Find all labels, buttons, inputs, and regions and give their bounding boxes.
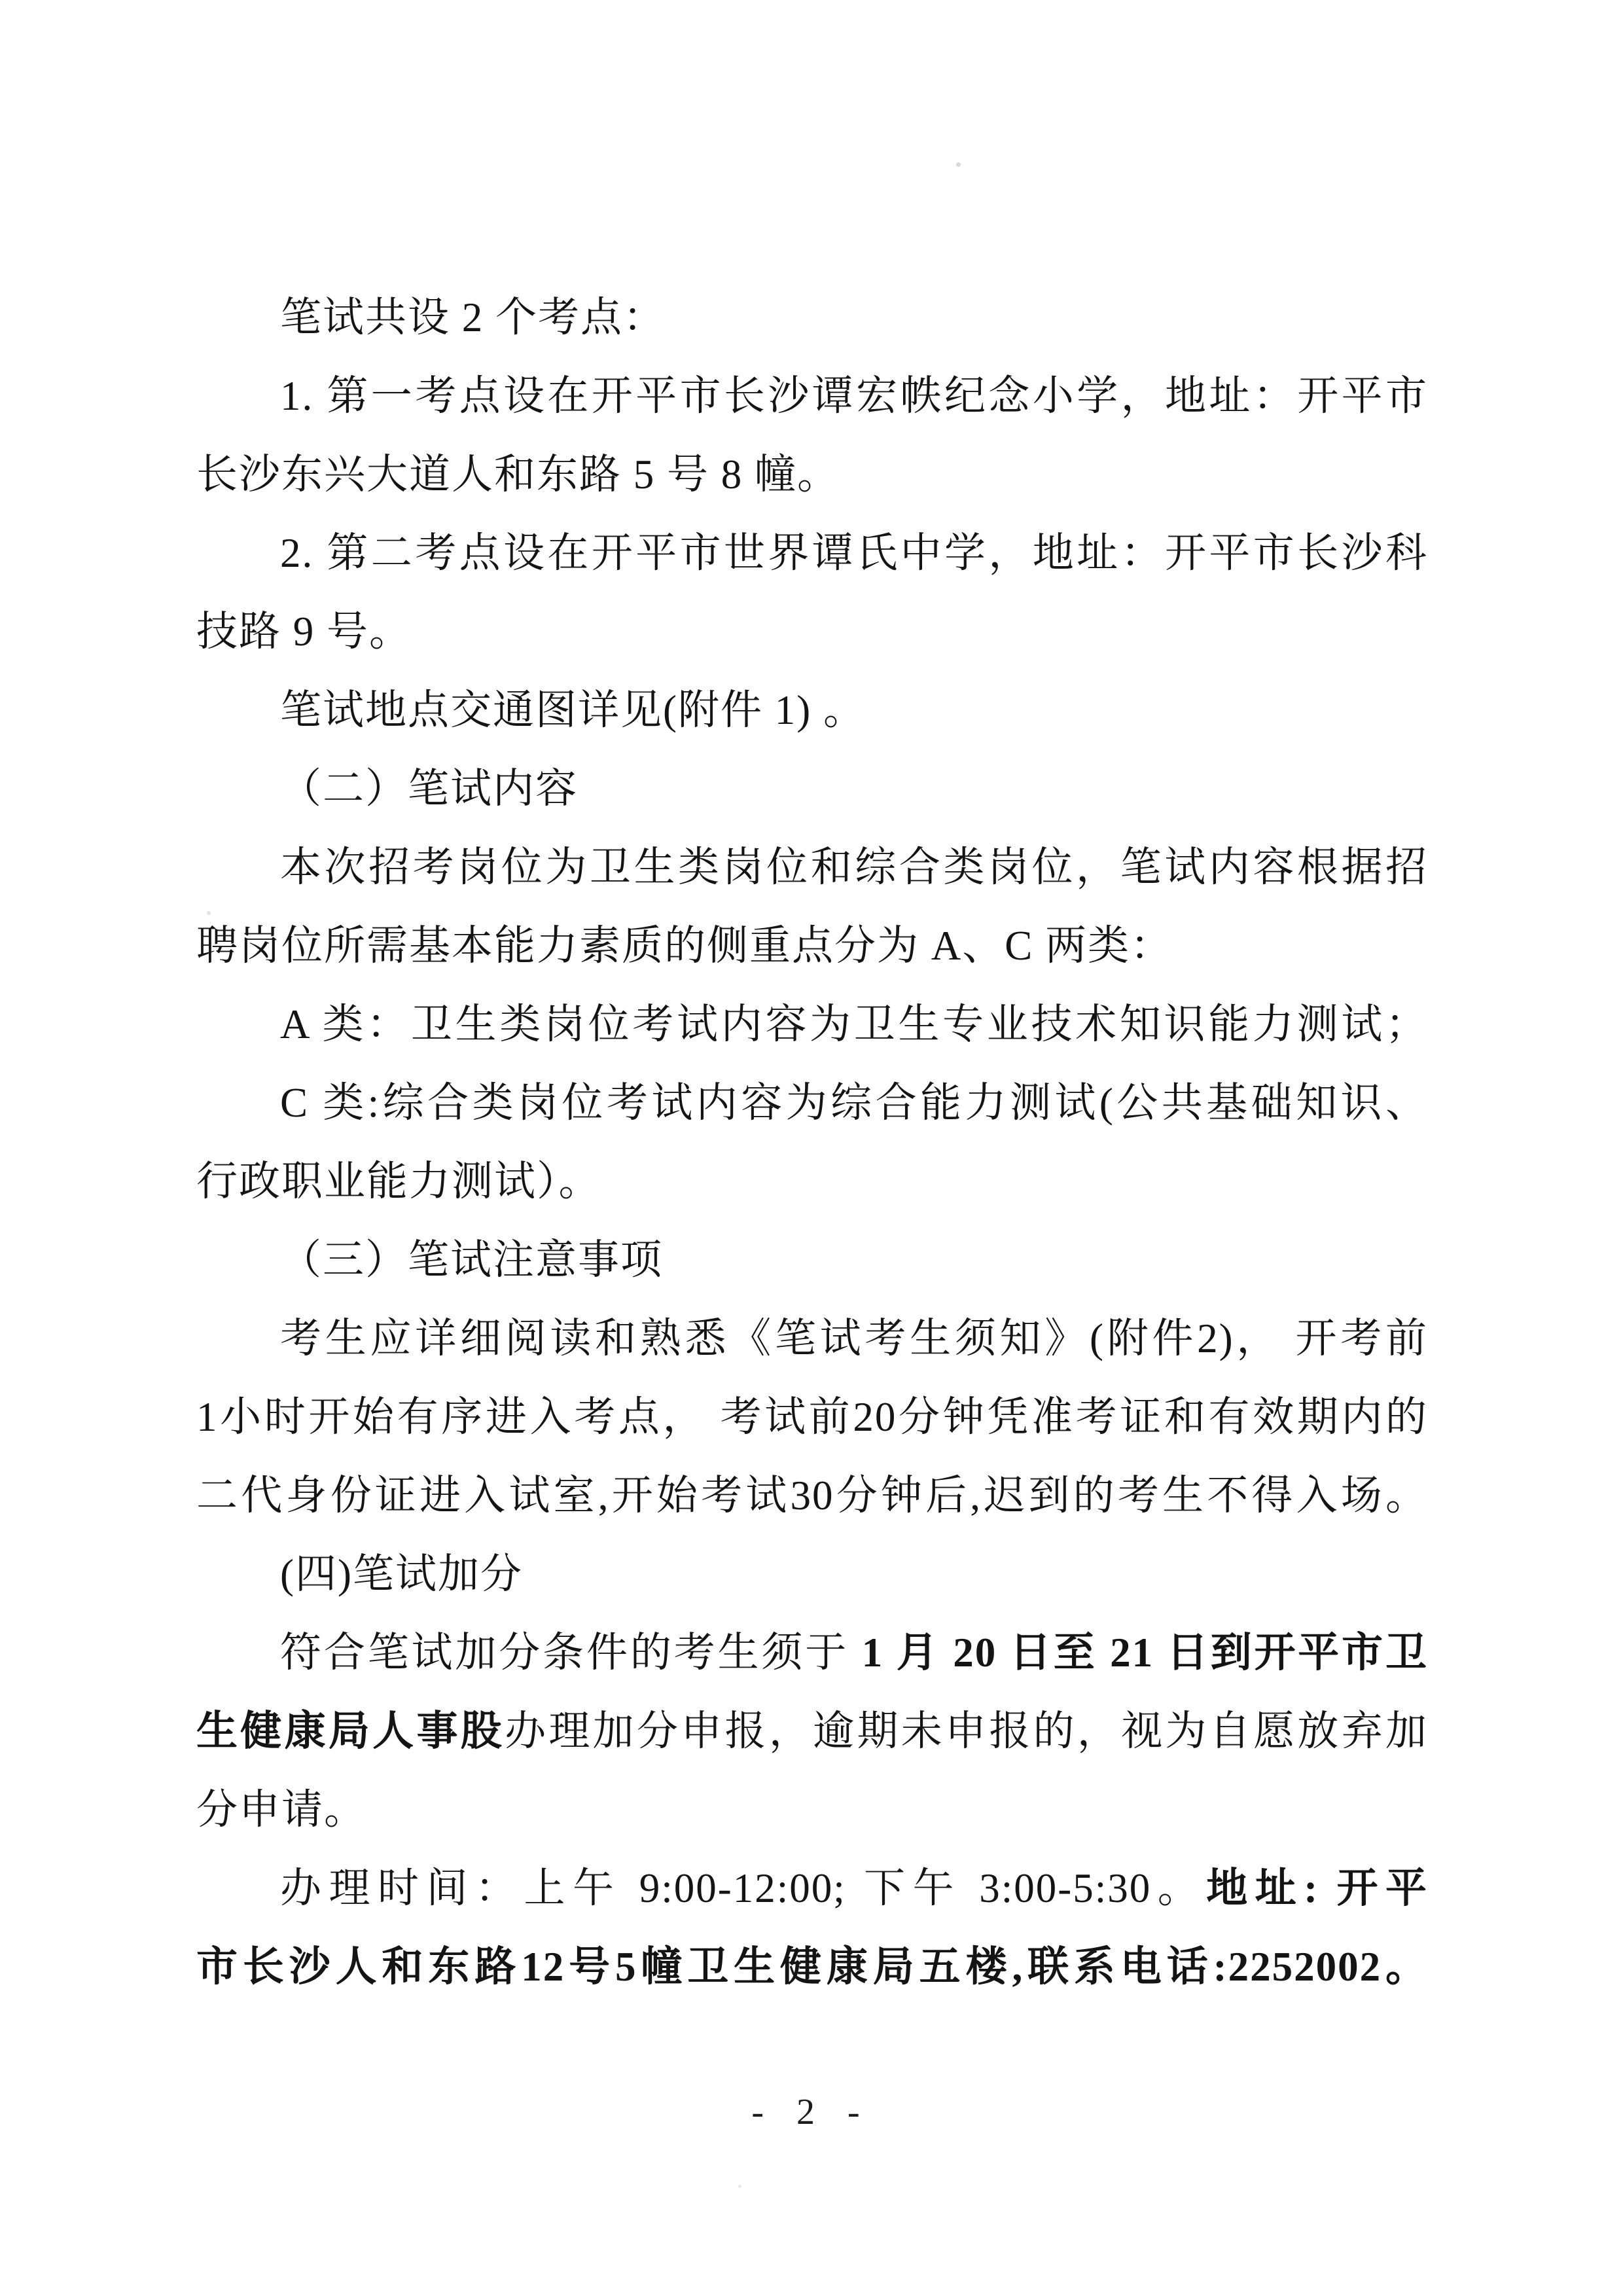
body-text: 考生应详细阅读和熟悉《笔试考生须知》(附件2)， 开考前 — [280, 1316, 1428, 1361]
text-line — [196, 985, 1428, 1064]
text-line — [196, 592, 1428, 671]
emphasized-text: 地址: 开平 — [1206, 1865, 1428, 1911]
page-footer — [0, 2091, 1623, 2133]
text-line — [196, 906, 1428, 985]
body-text: 技路 9 号。 — [196, 609, 412, 655]
text-line — [196, 1064, 1428, 1142]
text-line — [196, 357, 1428, 435]
text-line — [196, 1299, 1428, 1378]
text-line — [196, 1456, 1428, 1535]
scan-speck — [956, 162, 961, 167]
emphasized-text: 1 月 20 日至 21 日到开平市卫 — [861, 1630, 1429, 1676]
text-line — [196, 1692, 1428, 1770]
body-text: 2. 第二考点设在开平市世界谭氏中学，地址：开平市长沙科 — [280, 530, 1428, 576]
text-line — [196, 278, 1428, 357]
body-text: 办理加分申报，逾期未申报的，视为自愿放弃加 — [505, 1708, 1429, 1754]
text-line — [196, 514, 1428, 592]
body-text: 笔试共设 2 个考点： — [280, 295, 666, 340]
text-line — [196, 671, 1428, 749]
text-line — [196, 828, 1428, 906]
body-text: 笔试地点交通图详见(附件 1) 。 — [280, 687, 866, 733]
body-text: (四)笔试加分 — [280, 1551, 523, 1597]
body-text: 1小时开始有序进入考点， 考试前20分钟凭准考证和有效期内的 — [196, 1394, 1428, 1440]
body-text: 本次招考岗位为卫生类岗位和综合类岗位，笔试内容根据招 — [280, 844, 1428, 890]
scan-speck — [738, 2185, 741, 2188]
body-text: 长沙东兴大道人和东路 5 号 8 幢。 — [196, 452, 840, 497]
text-line — [196, 1770, 1428, 1849]
body-text: 分申请。 — [196, 1787, 366, 1833]
text-line — [196, 1221, 1428, 1299]
emphasized-text: 市长沙人和东路12号5幢卫生健康局五楼,联系电话:2252002。 — [196, 1944, 1428, 1990]
body-text: 符合笔试加分条件的考生须于 — [280, 1630, 862, 1676]
scan-speck — [207, 911, 211, 915]
text-line — [196, 1849, 1428, 1928]
page-number: - 2 - — [751, 2092, 872, 2132]
body-text: 办理时间：上午 9:00-12:00; 下午 3:00-5:30。 — [280, 1865, 1207, 1911]
text-line — [196, 1142, 1428, 1221]
text-line — [196, 1613, 1428, 1692]
text-line — [196, 1535, 1428, 1613]
text-line — [196, 1928, 1428, 2006]
text-line — [196, 435, 1428, 514]
body-text: 二代身份证进入试室,开始考试30分钟后,迟到的考生不得入场。 — [196, 1473, 1428, 1518]
text-line — [196, 1378, 1428, 1456]
document-body — [196, 278, 1428, 2006]
emphasized-text: 生健康局人事股 — [196, 1708, 505, 1754]
body-text: 聘岗位所需基本能力素质的侧重点分为 A、C 两类： — [196, 923, 1173, 969]
body-text: （二）笔试内容 — [280, 766, 578, 812]
body-text: （三）笔试注意事项 — [280, 1237, 663, 1283]
body-text: 1. 第一考点设在开平市长沙谭宏帙纪念小学，地址：开平市 — [280, 373, 1428, 419]
body-text: 行政职业能力测试）。 — [196, 1158, 601, 1204]
text-line — [196, 749, 1428, 828]
body-text: A 类：卫生类岗位考试内容为卫生专业技术知识能力测试； — [280, 1001, 1428, 1047]
body-text: C 类:综合类岗位考试内容为综合能力测试(公共基础知识、 — [280, 1080, 1428, 1126]
